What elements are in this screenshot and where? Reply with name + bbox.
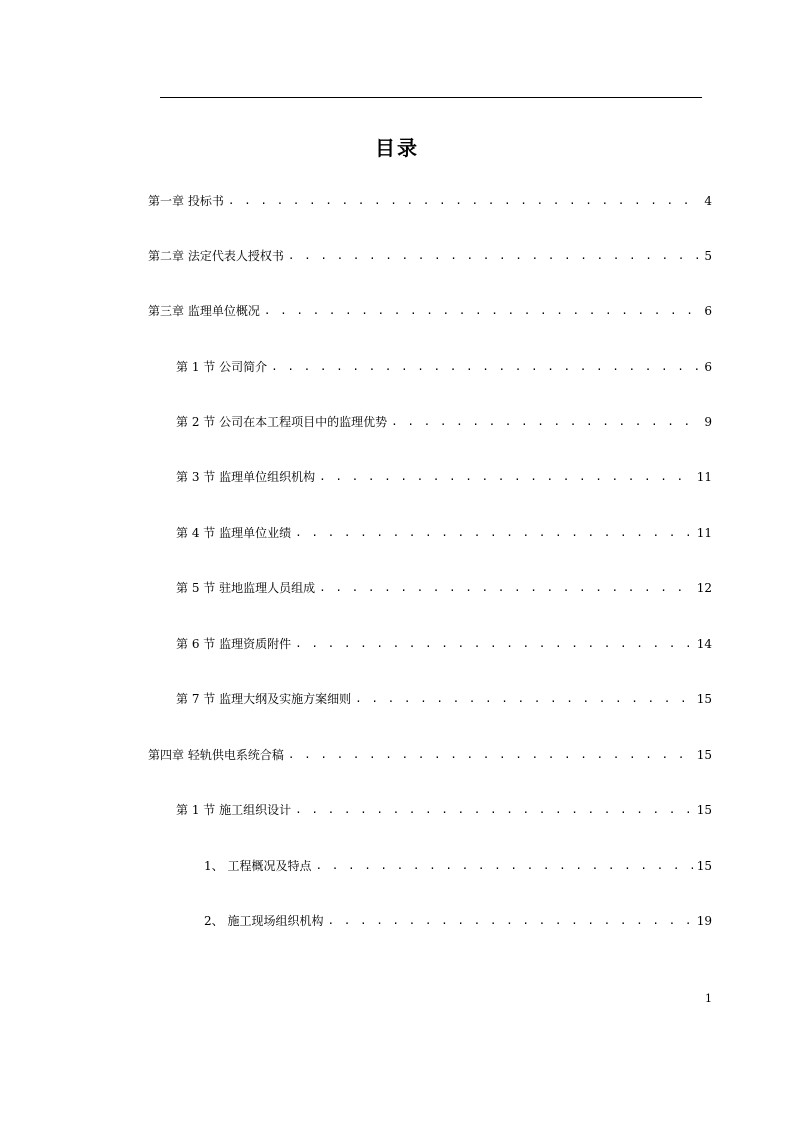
toc-entry[interactable] <box>176 578 712 598</box>
toc-entry-page: 6 <box>704 304 712 318</box>
toc-entry-page: 15 <box>696 803 712 817</box>
toc-entry-label: 第 1 节 公司简介 <box>176 360 268 374</box>
toc-entry[interactable] <box>204 911 712 931</box>
toc-entry-label: 第四章 轻轨供电系统合稿 <box>148 748 284 762</box>
toc-entry-page: 11 <box>696 526 712 540</box>
toc-leader-dots <box>355 689 693 709</box>
toc-entry-label: 第 5 节 驻地监理人员组成 <box>176 581 316 595</box>
toc-entry-page: 19 <box>696 914 712 928</box>
toc-entry[interactable] <box>148 191 712 211</box>
toc-entry[interactable] <box>176 467 712 487</box>
toc-entry[interactable] <box>176 412 712 432</box>
toc-entry-label: 第 1 节 施工组织设计 <box>176 803 292 817</box>
toc-leader-dots <box>319 467 693 487</box>
toc-entry-page: 15 <box>696 748 712 762</box>
toc-entry[interactable] <box>176 523 712 543</box>
page-number: 1 <box>705 992 712 1005</box>
toc-leader-dots <box>295 523 693 543</box>
toc-entry-label: 第 4 节 监理单位业绩 <box>176 526 292 540</box>
toc-leader-dots <box>288 745 693 765</box>
toc-entry-label: 第 2 节 公司在本工程项目中的监理优势 <box>176 415 388 429</box>
toc-entry-label: 第二章 法定代表人授权书 <box>148 249 284 263</box>
toc-entry-label: 第 3 节 监理单位组织机构 <box>176 470 316 484</box>
toc-leader-dots <box>271 357 700 377</box>
toc-leader-dots <box>264 301 701 321</box>
toc-entry[interactable] <box>204 856 712 876</box>
toc-entry-page: 4 <box>704 194 712 208</box>
toc-leader-dots <box>327 911 692 931</box>
toc-entry[interactable] <box>148 745 712 765</box>
toc-entry-page: 6 <box>704 360 712 374</box>
toc-entry[interactable] <box>148 246 712 266</box>
toc-entry-page: 9 <box>704 415 712 429</box>
toc-entry-label: 第三章 监理单位概况 <box>148 304 260 318</box>
toc-entry-page: 15 <box>696 692 712 706</box>
toc-entry-label: 第一章 投标书 <box>148 194 224 208</box>
toc-leader-dots <box>315 856 692 876</box>
toc-entry[interactable] <box>176 689 712 709</box>
toc-entry[interactable] <box>176 800 712 820</box>
toc-entry[interactable] <box>176 634 712 654</box>
toc-leader-dots <box>228 191 701 211</box>
toc-entry-label: 2、 施工现场组织机构 <box>204 914 324 928</box>
toc-entry[interactable] <box>148 301 712 321</box>
toc-entry-page: 5 <box>704 249 712 263</box>
toc-leader-dots <box>391 412 700 432</box>
toc-entry-label: 第 7 节 监理大纲及实施方案细则 <box>176 692 352 706</box>
toc-entry-label: 第 6 节 监理资质附件 <box>176 637 292 651</box>
toc-entry-page: 14 <box>696 637 712 651</box>
page-title: 目录 <box>375 136 419 160</box>
toc-entry[interactable] <box>176 357 712 377</box>
toc-leader-dots <box>288 246 701 266</box>
toc-entry-page: 11 <box>696 470 712 484</box>
toc-leader-dots <box>295 800 693 820</box>
toc-entry-page: 15 <box>696 859 712 873</box>
toc-leader-dots <box>319 578 693 598</box>
toc-entry-label: 1、 工程概况及特点 <box>204 859 312 873</box>
toc-leader-dots <box>295 634 693 654</box>
toc-entry-page: 12 <box>696 581 712 595</box>
